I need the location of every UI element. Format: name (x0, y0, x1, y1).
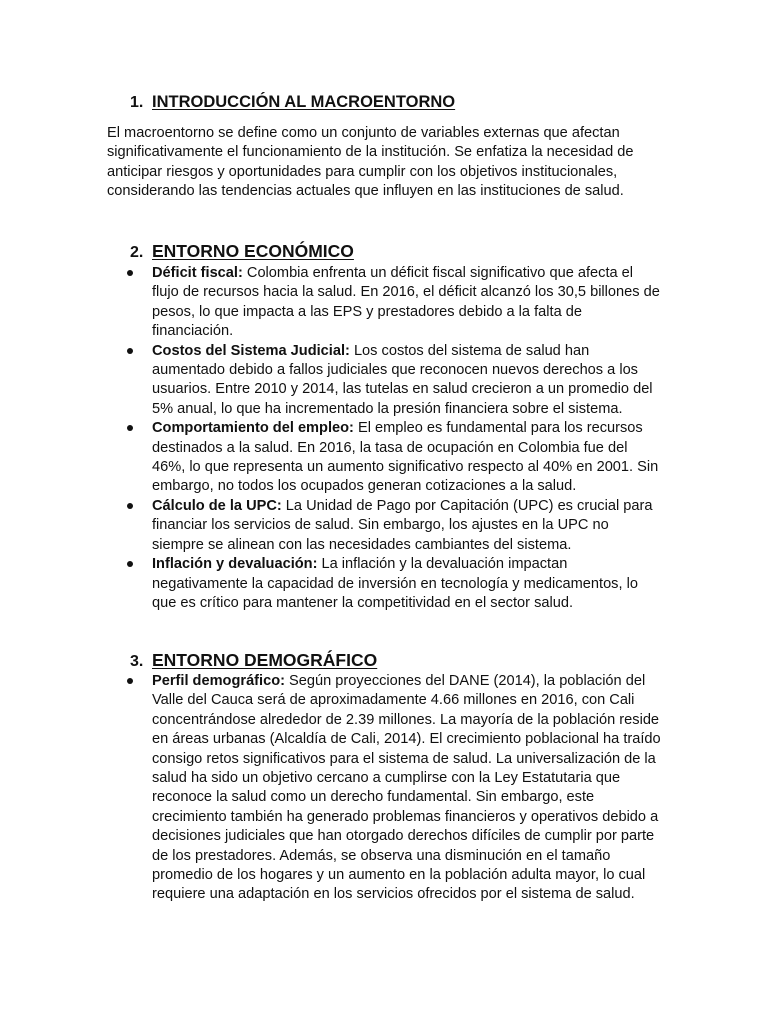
item-term: Perfil demográfico: (152, 673, 285, 689)
item-text: Los costos del sistema de salud han aumentado debido a fallos judiciales que reconocen nuevos derechos a los usuarios. Entre 2010 y 2014, las tutelas en salud crecieron a un promedio del 5% anual, lo que ha incrementado la presión financiera sobre el sistema. (152, 342, 653, 417)
item-term: Inflación y devaluación: (152, 556, 318, 573)
section-heading-demografico (130, 650, 377, 671)
bullet-icon (127, 561, 133, 567)
intro-paragraph: El macroentorno se define como un conjunto de variables externas que afectan significativamente el funcionamiento de la institución. Se enfatiza la necesidad de anticipar riesgos y oportunidades para cumplir con los objetivos institucionales, considerando las tendencias actuales que influyen en las instituciones de salud. (107, 125, 634, 200)
list-item (152, 264, 662, 342)
item-text: La Unidad de Pago por Capitación (UPC) es crucial para financiar los servicios de salud. Sin embargo, los ajustes en la UPC no siempre se alinean con las necesidades cambiantes del sistema. (152, 497, 653, 553)
item-text: El empleo es fundamental para los recursos destinados a la salud. En 2016, la tasa de ocupación en Colombia fue del 46%, lo que representa un aumento significativo respecto al 40% en 2001. Sin embargo, no todos los ocupados generan cotizaciones a la salud. (152, 420, 659, 495)
demographic-bullet-list (152, 672, 662, 905)
list-item (152, 342, 662, 420)
bullet-icon (127, 678, 133, 684)
item-text: Colombia enfrenta un déficit fiscal significativo que afecta el flujo de recursos hacia la salud. En 2016, el déficit alcanzó los 30,5 billones de pesos, lo que impacta a las EPS y prestadores debido a la falta de financiación. (152, 265, 660, 340)
section-title: ENTORNO ECONÓMICO (152, 241, 354, 261)
section-title: INTRODUCCIÓN AL MACROENTORNO (152, 93, 456, 111)
economic-bullet-list (152, 264, 662, 613)
list-item (152, 419, 662, 497)
section-number: 2. (130, 244, 144, 261)
section-number: 1. (130, 94, 144, 111)
section-number: 3. (130, 653, 144, 670)
section-heading-introduccion (130, 93, 455, 112)
item-term: Déficit fiscal: (152, 265, 243, 281)
list-item (152, 497, 662, 555)
item-term: Costos del Sistema Judicial: (152, 342, 350, 359)
item-text: Según proyecciones del DANE (2014), la población del Valle del Cauca será de aproximadamente 4.66 millones en 2016, con Cali concentrándose alrededor de 2.39 millones. La mayoría de la población reside en áreas urbanas (Alcaldía de Cali, 2014). El crecimiento poblacional ha traído consigo retos significativos para el sistema de salud. La universalización de la salud ha sido un objetivo cercano a cumplirse con la Ley Estatutaria que reconoce la salud como un derecho fundamental. Sin embargo, este crecimiento también ha generado problemas financieros y operativos debido a decisiones judiciales que han otorgado derechos difíciles de cumplir por parte de los prestadores. Además, se observa una disminución en el tamaño promedio de los hogares y un aumento en la población adulta mayor, lo cual requiere una adaptación en los servicios ofrecidos por el sistema de salud. (152, 673, 661, 903)
item-text: La inflación y la devaluación impactan negativamente la capacidad de inversión en tecnología y medicamentos, lo que es crítico para mantener la competitividad en el sector salud. (152, 556, 638, 611)
bullet-icon (127, 425, 133, 431)
bullet-icon (127, 348, 133, 354)
bullet-icon (127, 503, 133, 509)
list-item (152, 672, 662, 905)
bullet-icon (127, 270, 133, 276)
section-title: ENTORNO DEMOGRÁFICO (152, 650, 378, 670)
item-term: Comportamiento del empleo: (152, 420, 354, 437)
item-term: Cálculo de la UPC: (152, 497, 282, 514)
list-item (152, 555, 662, 613)
section-heading-economico (130, 241, 354, 262)
